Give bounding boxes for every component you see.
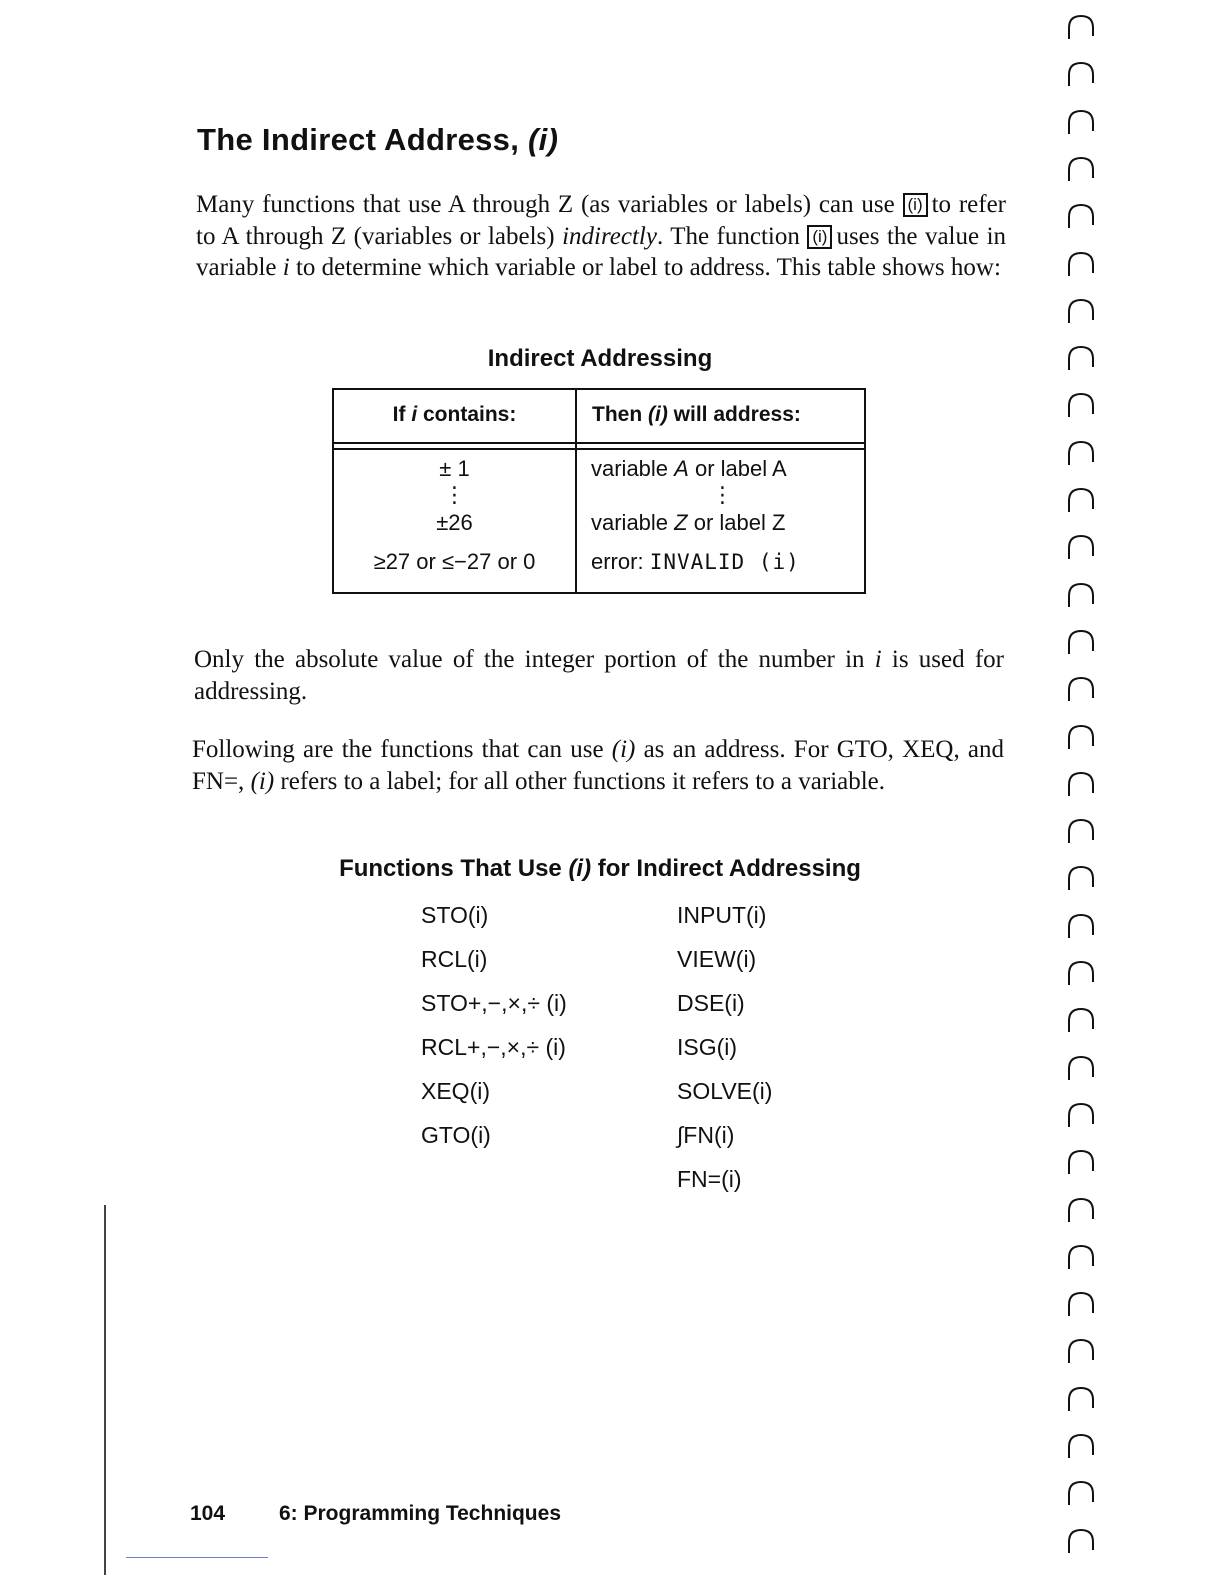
binding-ring-icon (1066, 14, 1096, 40)
table-header-right (592, 403, 801, 427)
binding-ring-icon (1066, 203, 1096, 229)
following-text-mid: as an address. For GTO, XEQ, and FN=, (192, 736, 1005, 795)
table-cell: ≥27 or ≤−27 or 0 (373, 549, 536, 574)
intro-line3: uses the value in variable (196, 222, 1007, 281)
th-left-post: contains: (417, 403, 517, 426)
table-header-rule (334, 442, 864, 444)
th-left-var: i (411, 403, 418, 426)
binding-ring-icon (1066, 345, 1096, 371)
binding-ring-icon (1066, 392, 1096, 418)
table-header-rule-2 (334, 448, 864, 450)
binding-ring-icon (1066, 1007, 1096, 1033)
intro-paragraph (196, 189, 1006, 284)
binding-ring-icon (1066, 582, 1096, 608)
binding-ring-icon (1066, 818, 1096, 844)
function-item: RCL(i) (421, 946, 488, 972)
binding-ring-icon (1066, 1291, 1096, 1317)
following-var: (i) (611, 736, 636, 763)
abs-var: i (874, 646, 882, 673)
binding-ring-icon (1066, 1197, 1096, 1223)
intro-line3-end: to determine which variable or label to address. This table shows how: (295, 254, 1001, 281)
intro-line1: Many functions that use A through Z (as variables or labels) can use (196, 191, 895, 218)
binding-ring-icon (1066, 1149, 1096, 1175)
binding-ring-icon (1066, 1102, 1096, 1128)
binding-ring-icon (1066, 1480, 1096, 1506)
function-item: RCL+,−,×,÷ (i) (421, 1034, 566, 1060)
table-cell-ellipsis: ⋮ (443, 482, 466, 507)
function-item: ∫FN(i) (677, 1122, 735, 1148)
function-item: SOLVE(i) (677, 1078, 773, 1104)
i-key-icon: (i) (807, 225, 832, 249)
th-right-var: (i) (648, 403, 668, 426)
table-caption: Indirect Addressing (487, 345, 713, 372)
binding-ring-icon (1066, 1528, 1096, 1554)
binding-ring-icon (1066, 771, 1096, 797)
intro-line2: to refer to A through Z (variables or labels) (196, 191, 1007, 250)
binding-ring-icon (1066, 487, 1096, 513)
cell-text: or label A (688, 456, 787, 481)
binding-ring-icon (1066, 676, 1096, 702)
margin-rule (104, 1205, 106, 1575)
fn-caption-post: for Indirect Addressing (591, 855, 861, 882)
table-cell: ±26 (436, 510, 473, 535)
function-item: DSE(i) (677, 990, 745, 1016)
table-cell-ellipsis: ⋮ (711, 482, 734, 507)
binding-ring-icon (1066, 298, 1096, 324)
following-var-2: (i) (250, 767, 275, 795)
table-cell (591, 549, 800, 575)
binding-rings (1058, 14, 1108, 1574)
binding-ring-icon (1066, 1338, 1096, 1364)
table-cell (591, 510, 785, 536)
fn-caption-pre: Functions That Use (339, 855, 569, 882)
table-header-left (334, 403, 575, 427)
error-display-text: INVALID (i) (649, 550, 800, 574)
following-text-end: refers to a label; for all other functions it refers to a variable. (280, 767, 886, 795)
function-item: INPUT(i) (677, 902, 767, 928)
abs-text-end: is used for addressing. (194, 646, 1005, 705)
binding-ring-icon (1066, 1433, 1096, 1459)
absolute-value-paragraph (194, 644, 1004, 707)
section-title-text: The Indirect Address, (197, 122, 529, 157)
binding-ring-icon (1066, 913, 1096, 939)
table-cell (591, 456, 787, 482)
binding-ring-icon (1066, 1244, 1096, 1270)
fn-caption-var: (i) (568, 855, 592, 882)
chapter-title: 6: Programming Techniques (279, 1502, 561, 1525)
function-item: GTO(i) (421, 1122, 491, 1148)
th-right-post: will address: (667, 403, 801, 426)
function-item: VIEW(i) (677, 946, 757, 972)
function-item: STO(i) (421, 902, 489, 928)
function-item: ISG(i) (677, 1034, 738, 1060)
binding-ring-icon (1066, 960, 1096, 986)
binding-ring-icon (1066, 724, 1096, 750)
binding-ring-icon (1066, 251, 1096, 277)
binding-ring-icon (1066, 61, 1096, 87)
section-title-var: (i) (528, 122, 559, 157)
functions-caption (250, 855, 950, 883)
cell-text: error: (591, 549, 650, 574)
cell-text: variable (591, 456, 675, 481)
section-title (197, 122, 558, 158)
cell-var: Z (674, 510, 688, 535)
intro-emphasis: indirectly (562, 222, 657, 250)
function-item: XEQ(i) (421, 1078, 490, 1104)
cell-text: or label Z (687, 510, 786, 535)
binding-ring-icon (1066, 1386, 1096, 1412)
function-item: STO+,−,×,÷ (i) (421, 990, 567, 1016)
binding-ring-icon (1066, 629, 1096, 655)
th-left-pre: If (392, 403, 412, 426)
table-cell: ± 1 (439, 456, 470, 481)
intro-line2-end: . The function (656, 222, 800, 250)
binding-ring-icon (1066, 534, 1096, 560)
i-key-icon: (i) (903, 193, 928, 217)
binding-ring-icon (1066, 865, 1096, 891)
abs-text: Only the absolute value of the integer portion of the number in (194, 646, 865, 673)
binding-ring-icon (1066, 156, 1096, 182)
indirect-addressing-table (332, 388, 866, 594)
th-right-pre: Then (592, 403, 648, 426)
following-paragraph (192, 734, 1004, 797)
following-text: Following are the functions that can use (192, 736, 604, 763)
binding-ring-icon (1066, 109, 1096, 135)
binding-ring-icon (1066, 440, 1096, 466)
cell-var: A (674, 456, 689, 481)
binding-ring-icon (1066, 1055, 1096, 1081)
function-item: FN=(i) (677, 1166, 742, 1192)
intro-var-i: i (282, 254, 290, 281)
cell-text: variable (591, 510, 675, 535)
page-number: 104 (190, 1502, 226, 1525)
scan-line (126, 1557, 268, 1558)
